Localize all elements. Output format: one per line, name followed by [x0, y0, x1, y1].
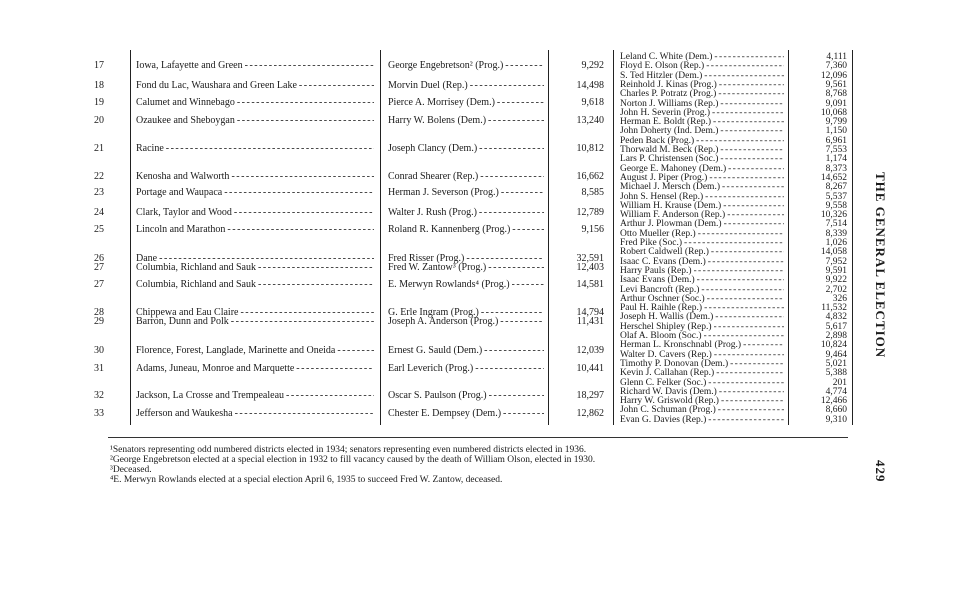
opponent-name: Leland C. White (Dem.) [620, 52, 713, 62]
opponent-votes: 9,310 [825, 415, 847, 425]
winner-name: Harry W. Bolens (Dem.) [388, 115, 487, 126]
winner-votes: 14,794 [576, 307, 604, 318]
dot-leader [234, 207, 374, 218]
opponent-votes: 5,388 [825, 368, 847, 378]
dot-leader [708, 415, 784, 426]
district-counties: Barron, Dunn and Polk [136, 316, 229, 327]
dot-leader [245, 60, 374, 71]
opponent-votes: 9,561 [825, 80, 847, 90]
district-counties: Iowa, Lafayette and Green [136, 60, 243, 71]
district-number: 23 [94, 187, 104, 198]
opponent-name: Paul H. Raihle (Rep.) [620, 303, 703, 313]
dot-leader [237, 115, 374, 126]
winner-name: Oscar S. Paulson (Prog.) [388, 390, 487, 401]
dot-leader [258, 279, 374, 290]
opponent-votes: 9,558 [825, 201, 847, 211]
dot-leader [505, 60, 544, 71]
district-number: 30 [94, 345, 104, 356]
district-counties: Fond du Lac, Waushara and Green Lake [136, 80, 297, 91]
district-counties: Florence, Forest, Langlade, Marinette and Oneida [136, 345, 336, 356]
winner-name: Fred W. Zantow³ (Prog.) [388, 262, 487, 273]
dot-leader [488, 115, 544, 126]
footnote: ³Deceased. [110, 465, 152, 475]
winner-votes: 12,403 [576, 262, 604, 273]
opponent-votes: 12,096 [820, 71, 847, 81]
winner-votes: 13,240 [576, 115, 604, 126]
opponent-name: Herman E. Boldt (Rep.) [620, 117, 712, 127]
winner-name: Walter J. Rush (Prog.) [388, 207, 477, 218]
dot-leader [227, 224, 374, 235]
opponent-votes: 8,768 [825, 89, 847, 99]
opponent-name: August J. Piper (Prog.) [620, 173, 708, 183]
opponent-votes: 9,464 [825, 350, 847, 360]
district-counties: Jefferson and Waukesha [136, 408, 233, 419]
dot-leader [501, 187, 544, 198]
opponent-votes: 9,591 [825, 266, 847, 276]
dot-leader [237, 97, 374, 108]
dot-leader [337, 345, 374, 356]
opponent-name: Thorwald M. Beck (Rep.) [620, 145, 719, 155]
footnote-rule [108, 437, 848, 438]
winner-name: Roland R. Kannenberg (Prog.) [388, 224, 511, 235]
district-number: 28 [94, 307, 104, 318]
district-counties: Portage and Waupaca [136, 187, 223, 198]
opponent-name: Peden Back (Prog.) [620, 136, 695, 146]
district-counties: Adams, Juneau, Monroe and Marquette [136, 363, 295, 374]
winner-name: Joseph Clancy (Dem.) [388, 143, 478, 154]
opponent-name: Isaac C. Evans (Dem.) [620, 257, 706, 267]
opponent-votes: 5,021 [825, 359, 847, 369]
district-number: 17 [94, 60, 104, 71]
dot-leader [286, 390, 374, 401]
page-number: 429 [873, 460, 888, 483]
opponent-votes: 12,466 [820, 396, 847, 406]
winner-votes: 10,441 [576, 363, 604, 374]
opponent-votes: 1,174 [825, 154, 847, 164]
opponent-votes: 9,799 [825, 117, 847, 127]
opponent-name: Fred Pike (Soc.) [620, 238, 683, 248]
opponent-votes: 7,952 [825, 257, 847, 267]
dot-leader [470, 80, 544, 91]
winner-votes: 14,498 [576, 80, 604, 91]
dot-leader [489, 390, 544, 401]
dot-leader [488, 262, 544, 273]
dot-leader [479, 143, 544, 154]
dot-leader [475, 363, 544, 374]
winner-name: Conrad Shearer (Rep.) [388, 171, 479, 182]
district-number: 20 [94, 115, 104, 126]
opponent-name: Isaac Evans (Dem.) [620, 275, 695, 285]
opponent-votes: 8,373 [825, 164, 847, 174]
opponent-votes: 326 [832, 294, 847, 304]
dot-leader [299, 80, 374, 91]
winner-votes: 32,591 [576, 253, 604, 264]
opponent-name: Richard W. Davis (Dem.) [620, 387, 717, 397]
district-counties: Kenosha and Walworth [136, 171, 230, 182]
winner-name: Joseph A. Anderson (Prog.) [388, 316, 499, 327]
opponent-name: Floyd E. Olson (Rep.) [620, 61, 705, 71]
opponent-name: Herschel Shipley (Rep.) [620, 322, 712, 332]
opponent-votes: 6,961 [825, 136, 847, 146]
opponent-name: John H. Severin (Prog.) [620, 108, 710, 118]
opponent-votes: 2,702 [825, 285, 847, 295]
opponent-votes: 9,922 [825, 275, 847, 285]
district-number: 27 [94, 279, 104, 290]
dot-leader [166, 143, 374, 154]
winner-votes: 16,662 [576, 171, 604, 182]
opponent-votes: 1,150 [825, 126, 847, 136]
opponent-name: Levi Bancroft (Rep.) [620, 285, 700, 295]
winner-name: Fred Risser (Prog.) [388, 253, 465, 264]
opponent-votes: 5,617 [825, 322, 847, 332]
opponent-votes: 4,774 [825, 387, 847, 397]
opponent-name: George E. Mahoney (Dem.) [620, 164, 727, 174]
opponent-votes: 7,360 [825, 61, 847, 71]
dot-leader [231, 171, 374, 182]
opponent-name: Robert Caldwell (Rep.) [620, 247, 709, 257]
district-counties: Columbia, Richland and Sauk [136, 279, 256, 290]
opponent-name: Herman L. Kronschnabl (Prog.) [620, 340, 742, 350]
opponent-name: Glenn C. Felker (Soc.) [620, 378, 707, 388]
dot-leader [480, 171, 544, 182]
winner-votes: 11,431 [576, 316, 604, 327]
opponent-votes: 9,091 [825, 99, 847, 109]
opponent-name: Reinhold J. Kinas (Prog.) [620, 80, 717, 90]
winner-votes: 9,618 [581, 97, 604, 108]
footnote: ²George Engebretson elected at a special election in 1932 to fill vacancy caused by the death of William Olson, elected in 1930. [110, 455, 596, 465]
column-rule [852, 50, 853, 425]
dot-leader [235, 408, 374, 419]
dot-leader [258, 262, 374, 273]
district-number: 24 [94, 207, 104, 218]
opponent-votes: 1,026 [825, 238, 847, 248]
winner-votes: 12,862 [576, 408, 604, 419]
column-rule [380, 50, 381, 425]
opponent-name: Harry Pauls (Rep.) [620, 266, 692, 276]
opponent-name: Timothy P. Donovan (Dem.) [620, 359, 729, 369]
district-number: 18 [94, 80, 104, 91]
footnote: ⁴E. Merwyn Rowlands elected at a special election April 6, 1935 to succeed Fred W. Zantow, deceased. [110, 475, 503, 485]
opponent-votes: 2,898 [825, 331, 847, 341]
opponent-name: Arthur J. Plowman (Dem.) [620, 219, 722, 229]
opponent-votes: 8,660 [825, 405, 847, 415]
winner-name: G. Erle Ingram (Prog.) [388, 307, 479, 318]
winner-votes: 9,292 [581, 60, 604, 71]
opponent-name: Arthur Oschner (Soc.) [620, 294, 705, 304]
winner-votes: 18,297 [576, 390, 604, 401]
opponent-votes: 4,111 [826, 52, 847, 62]
opponent-name: Kevin J. Callahan (Rep.) [620, 368, 715, 378]
winner-votes: 12,789 [576, 207, 604, 218]
winner-votes: 9,156 [581, 224, 604, 235]
opponent-name: Olaf A. Bloom (Soc.) [620, 331, 702, 341]
opponent-votes: 8,339 [825, 229, 847, 239]
district-counties: Lincoln and Marathon [136, 224, 226, 235]
opponent-name: John Doherty (Ind. Dem.) [620, 126, 719, 136]
opponent-votes: 10,326 [820, 210, 847, 220]
winner-name: Pierce A. Morrisey (Dem.) [388, 97, 495, 108]
district-number: 29 [94, 316, 104, 327]
opponent-votes: 11,532 [821, 303, 847, 313]
opponent-votes: 5,537 [825, 192, 847, 202]
opponent-name: Harry W. Griswold (Rep.) [620, 396, 719, 406]
district-counties: Calumet and Winnebago [136, 97, 235, 108]
footnote: ¹Senators representing odd numbered districts elected in 1934; senators representing even numbered districts elected in 1936. [110, 445, 587, 455]
dot-leader [479, 207, 544, 218]
opponent-name: S. Ted Hitzler (Dem.) [620, 71, 703, 81]
district-number: 25 [94, 224, 104, 235]
winner-name: Chester E. Dempsey (Dem.) [388, 408, 502, 419]
opponent-name: John C. Schuman (Prog.) [620, 405, 716, 415]
district-counties: Chippewa and Eau Claire [136, 307, 239, 318]
district-number: 33 [94, 408, 104, 419]
dot-leader [500, 316, 544, 327]
winner-name: E. Merwyn Rowlands⁴ (Prog.) [388, 279, 510, 290]
opponent-name: Charles P. Potratz (Prog.) [620, 89, 717, 99]
opponent-votes: 7,514 [825, 219, 847, 229]
opponent-votes: 8,267 [825, 182, 847, 192]
dot-leader [497, 97, 544, 108]
district-number: 26 [94, 253, 104, 264]
column-rule [130, 50, 131, 425]
opponent-name: William H. Krause (Dem.) [620, 201, 722, 211]
district-number: 19 [94, 97, 104, 108]
dot-leader [231, 316, 374, 327]
opponent-votes: 7,553 [825, 145, 847, 155]
dot-leader [224, 187, 374, 198]
winner-votes: 12,039 [576, 345, 604, 356]
winner-votes: 8,585 [581, 187, 604, 198]
dot-leader [503, 408, 544, 419]
winner-name: Morvin Duel (Rep.) [388, 80, 468, 91]
dot-leader [512, 224, 544, 235]
dot-leader [296, 363, 374, 374]
opponent-name: Norton J. Williams (Rep.) [620, 99, 719, 109]
opponent-name: Walter D. Cavers (Rep.) [620, 350, 712, 360]
winner-votes: 10,812 [576, 143, 604, 154]
opponent-votes: 201 [832, 378, 847, 388]
district-number: 22 [94, 171, 104, 182]
winner-votes: 14,581 [576, 279, 604, 290]
opponent-votes: 14,058 [820, 247, 847, 257]
dot-leader [484, 345, 544, 356]
district-number: 21 [94, 143, 104, 154]
winner-name: Earl Leverich (Prog.) [388, 363, 474, 374]
opponent-votes: 14,652 [820, 173, 847, 183]
district-counties: Columbia, Richland and Sauk [136, 262, 256, 273]
district-counties: Dane [136, 253, 158, 264]
opponent-votes: 4,832 [825, 312, 847, 322]
district-number: 32 [94, 390, 104, 401]
opponent-name: Evan G. Davies (Rep.) [620, 415, 707, 425]
opponent-votes: 10,068 [820, 108, 847, 118]
column-rule [613, 50, 614, 425]
district-counties: Ozaukee and Sheboygan [136, 115, 235, 126]
opponent-name: Lars P. Christensen (Soc.) [620, 154, 719, 164]
winner-name: Herman J. Severson (Prog.) [388, 187, 499, 198]
district-number: 27 [94, 262, 104, 273]
winner-name: George Engebretson² (Prog.) [388, 60, 504, 71]
running-head: THE GENERAL ELECTION [873, 172, 888, 359]
district-counties: Racine [136, 143, 164, 154]
opponent-name: Michael J. Mersch (Dem.) [620, 182, 720, 192]
district-number: 31 [94, 363, 104, 374]
dot-leader [512, 279, 544, 290]
district-counties: Clark, Taylor and Wood [136, 207, 232, 218]
district-counties: Jackson, La Crosse and Trempealeau [136, 390, 285, 401]
winner-name: Ernest G. Sauld (Dem.) [388, 345, 483, 356]
opponent-name: John S. Hensel (Rep.) [620, 192, 704, 202]
opponent-name: Joseph H. Wallis (Dem.) [620, 312, 714, 322]
opponent-name: William F. Anderson (Rep.) [620, 210, 726, 220]
opponent-votes: 10,824 [820, 340, 847, 350]
opponent-name: Otto Mueller (Rep.) [620, 229, 696, 239]
